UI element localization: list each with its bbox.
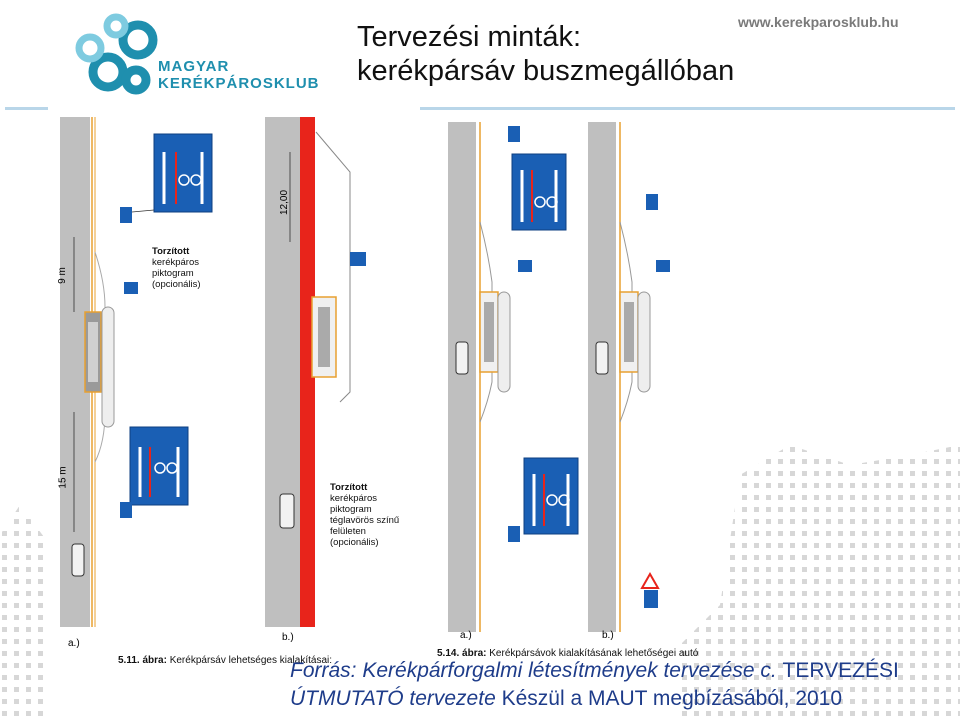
annotation-a-line4: (opcionális) xyxy=(152,279,201,290)
figure-left-caption-text: Kerékpársáv lehetséges kialakításai: xyxy=(169,655,333,666)
source-title-caps: TERVEZÉSI xyxy=(782,659,899,682)
divider-right xyxy=(420,107,955,110)
source-prefix: Forrás: xyxy=(290,659,363,682)
figure-right-caption-text: Kerékpársávok kialakításának lehetőségei autó xyxy=(489,648,699,659)
figure-right-caption-number: 5.14. ábra: xyxy=(437,648,487,659)
dimension-12: 12,00 xyxy=(279,189,291,216)
bicycle-pattern-left xyxy=(0,505,50,716)
annotation-a-line1: Torzított xyxy=(152,246,190,257)
annotation-a-line2: kerékpáros xyxy=(152,257,199,268)
title-line1: Tervezési minták: xyxy=(357,21,582,53)
source-line1 xyxy=(290,657,899,685)
source-citation xyxy=(290,657,899,713)
logo-line2: KERÉKPÁROSKLUB xyxy=(158,75,320,92)
figure-left xyxy=(50,112,418,670)
annotation-b-line1: Torzított xyxy=(330,482,368,493)
figure-right xyxy=(420,112,682,660)
annotation-a xyxy=(152,246,201,290)
source-publisher: Készül a MAUT megbízásából, 2010 xyxy=(495,687,843,710)
title-line2: kerékpársáv buszmegállóban xyxy=(357,55,735,87)
annotation-b-line3: piktogram xyxy=(330,504,372,515)
label-b-right: b.) xyxy=(602,630,614,641)
annotation-a-line3: piktogram xyxy=(152,268,194,279)
dimension-15m: 15 m xyxy=(57,466,69,489)
site-url: www.kerekparosklub.hu xyxy=(738,14,899,30)
figure-right-drawing xyxy=(420,112,682,660)
source-line2 xyxy=(290,685,899,713)
figure-left-caption-number: 5.11. ábra: xyxy=(118,655,167,666)
logo xyxy=(60,10,320,100)
label-b-left: b.) xyxy=(282,632,294,643)
logo-line1: MAGYAR xyxy=(158,58,230,75)
divider-left xyxy=(5,107,48,110)
dimension-9m: 9 m xyxy=(56,267,68,284)
annotation-b-line2: kerékpáros xyxy=(330,493,377,504)
label-a-left: a.) xyxy=(68,638,80,649)
annotation-b xyxy=(330,482,399,548)
figure-left-drawing xyxy=(50,112,418,670)
page-title xyxy=(357,20,734,88)
source-title-cont: ÚTMUTATÓ tervezete xyxy=(290,687,496,710)
annotation-b-line4: téglavörös színű xyxy=(330,515,400,526)
annotation-b-line5: felületen xyxy=(330,526,366,537)
label-a-right: a.) xyxy=(460,630,472,641)
source-title: Kerékpárforgalmi létesítmények tervezése c. xyxy=(362,659,783,682)
logo-text xyxy=(158,58,320,92)
annotation-b-line6: (opcionális) xyxy=(330,537,379,548)
